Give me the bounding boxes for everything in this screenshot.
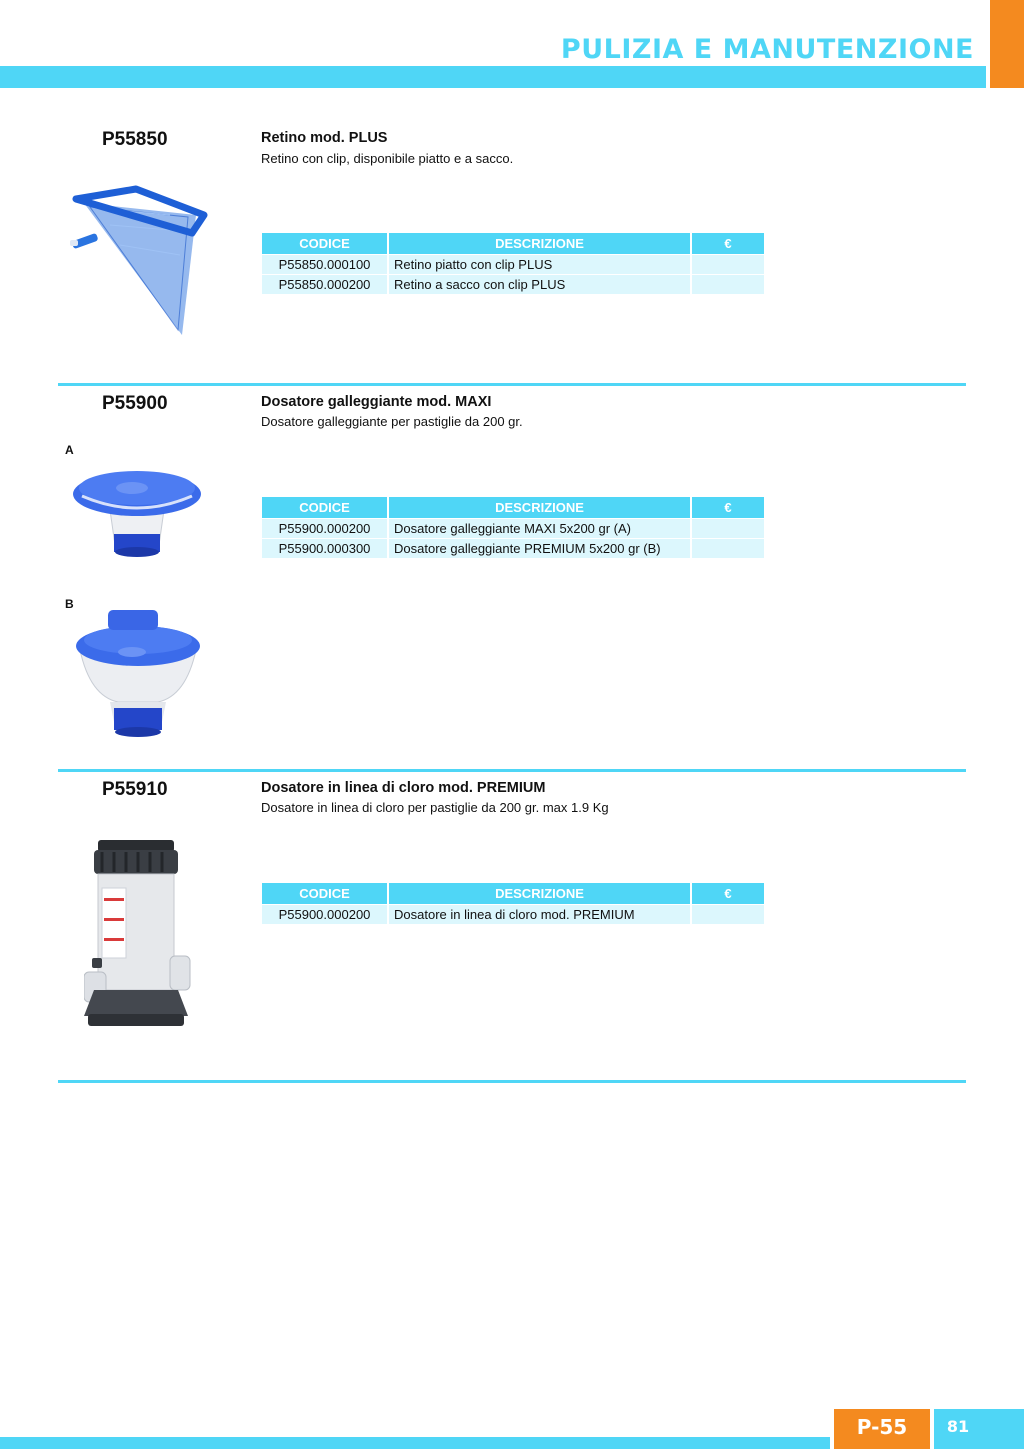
- table-header-row: [262, 497, 764, 518]
- product-table: [262, 233, 764, 295]
- row-price: [692, 275, 764, 294]
- row-description: Dosatore galleggiante PREMIUM 5x200 gr (B): [389, 539, 690, 558]
- table-row: [262, 539, 764, 558]
- row-code: P55850.000100: [262, 255, 387, 274]
- row-code: P55900.000200: [262, 519, 387, 538]
- row-price: [692, 519, 764, 538]
- footer-page-number: 81: [946, 1417, 970, 1436]
- row-code: P55900.000200: [262, 905, 387, 924]
- product-title: Retino mod. PLUS: [261, 130, 388, 146]
- product-code: P55910: [102, 779, 168, 800]
- header-price: €: [692, 497, 764, 518]
- product-description: Retino con clip, disponibile piatto e a sacco.: [261, 151, 514, 166]
- product-description: Dosatore in linea di cloro per pastiglie da 200 gr. max 1.9 Kg: [261, 800, 609, 815]
- table-header-row: [262, 233, 764, 254]
- row-price: [692, 255, 764, 274]
- row-price: [692, 539, 764, 558]
- section-divider: [58, 769, 966, 772]
- product-title: Dosatore galleggiante mod. MAXI: [261, 394, 492, 410]
- header-price: €: [692, 233, 764, 254]
- product-title: Dosatore in linea di cloro mod. PREMIUM: [261, 780, 546, 796]
- header-codice: CODICE: [262, 883, 387, 904]
- product-table: [262, 883, 764, 925]
- product-code: P55900: [102, 393, 168, 414]
- floating-dispenser-premium-image: [70, 606, 206, 740]
- footer-section-code: P-55: [834, 1409, 930, 1449]
- header-descrizione: DESCRIZIONE: [389, 883, 690, 904]
- row-description: Dosatore galleggiante MAXI 5x200 gr (A): [389, 519, 690, 538]
- header-codice: CODICE: [262, 497, 387, 518]
- row-price: [692, 905, 764, 924]
- variant-label-a: A: [65, 443, 74, 457]
- table-header-row: [262, 883, 764, 904]
- section-divider: [58, 1080, 966, 1083]
- row-code: P55900.000300: [262, 539, 387, 558]
- footer-bar: [0, 1437, 830, 1449]
- row-description: Retino a sacco con clip PLUS: [389, 275, 690, 294]
- header-bar: [0, 66, 986, 88]
- row-description: Retino piatto con clip PLUS: [389, 255, 690, 274]
- table-row: [262, 275, 764, 294]
- row-description: Dosatore in linea di cloro mod. PREMIUM: [389, 905, 690, 924]
- header-descrizione: DESCRIZIONE: [389, 497, 690, 518]
- header-price: €: [692, 883, 764, 904]
- header-codice: CODICE: [262, 233, 387, 254]
- variant-label-b: B: [65, 597, 74, 611]
- product-table: [262, 497, 764, 559]
- table-row: [262, 519, 764, 538]
- header-descrizione: DESCRIZIONE: [389, 233, 690, 254]
- section-divider: [58, 383, 966, 386]
- inline-chlorinator-image: [84, 838, 194, 1032]
- product-description: Dosatore galleggiante per pastiglie da 200 gr.: [261, 414, 523, 429]
- table-row: [262, 255, 764, 274]
- skimmer-net-image: [70, 185, 208, 340]
- table-row: [262, 905, 764, 924]
- page-section-title: PULIZIA E MANUTENZIONE: [560, 34, 974, 65]
- header-orange-tab: [990, 0, 1024, 88]
- product-code: P55850: [102, 129, 168, 150]
- row-code: P55850.000200: [262, 275, 387, 294]
- floating-dispenser-maxi-image: [70, 448, 204, 560]
